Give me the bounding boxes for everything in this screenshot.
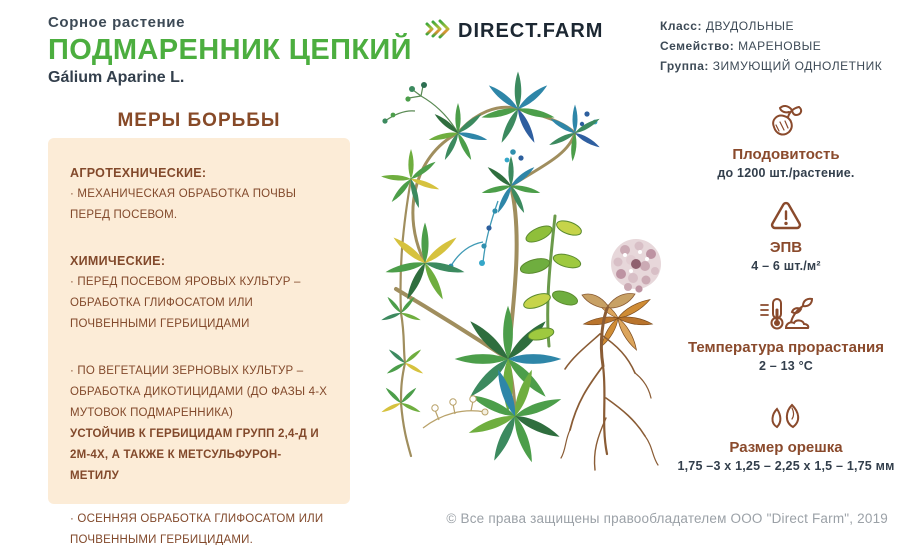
fact-title: Плодовитость [732, 146, 840, 163]
logo-text: DIRECT.FARM [458, 20, 604, 42]
header-block [48, 14, 412, 87]
page-eyebrow: Сорное растение [48, 14, 186, 31]
facts-column [660, 0, 910, 545]
fact-fertility [660, 103, 910, 180]
chem-item-3: · ОСЕННЯЯ ОБРАБОТКА ГЛИФОСАТОМ ИЛИ ПОЧВЕННЫМИ ГЕРБИЦИДАМИ. [70, 513, 324, 545]
spacer [70, 487, 328, 505]
fact-germination-temp [660, 296, 910, 373]
fact-title: ЭПВ [769, 239, 803, 256]
fact-value: 4 – 6 шт./м² [751, 259, 821, 273]
fact-value: до 1200 шт./растение. [717, 166, 855, 180]
fact-value: 1,75 –3 x 1,25 – 2,25 x 1,5 – 1,75 мм [677, 459, 895, 473]
seed-sprout-icon [767, 103, 805, 144]
fact-epv [660, 200, 910, 273]
warning-icon [768, 200, 804, 237]
chevrons-icon [424, 17, 450, 46]
fact-nutlet-size [660, 402, 910, 473]
page-title: ПОДМАРЕННИК ЦЕПКИЙ [48, 34, 412, 66]
spacer [70, 226, 328, 254]
taxonomy-family: Семейство: МАРЕНОВЫЕ [660, 39, 822, 53]
resistance-note: УСТОЙЧИВ К ГЕРБИЦИДАМ ГРУПП 2,4-Д И 2М-4Х, А ТАКЖЕ К МЕТСУЛЬФУРОН-МЕТИЛУ [70, 428, 319, 482]
chem-heading: ХИМИЧЕСКИЕ: [70, 254, 166, 268]
plant-illustration [363, 56, 697, 517]
nutlet-icon [766, 402, 806, 437]
copyright-text: © Все права защищены правообладателем ООО "Direct Farm", 2019 [446, 511, 888, 526]
agro-heading: АГРОТЕХНИЧЕСКИЕ: [70, 166, 207, 180]
direct-farm-logo [424, 17, 603, 46]
fact-value: 2 – 13 °C [758, 359, 814, 373]
taxonomy-group: Группа: ЗИМУЮЩИЙ ОДНОЛЕТНИК [660, 59, 883, 73]
spacer [70, 335, 328, 357]
fact-title: Температура прорастания [687, 339, 885, 356]
measures-panel [48, 138, 350, 545]
chem-item-2: · ПО ВЕГЕТАЦИИ ЗЕРНОВЫХ КУЛЬТУР – ОБРАБОТКА ДИКОТИЦИДАМИ (ДО ФАЗЫ 4-Х МУТОВОК ПОДМАРЕННИКА) [70, 365, 328, 419]
chem-item-1: · ПЕРЕД ПОСЕВОМ ЯРОВЫХ КУЛЬТУР – ОБРАБОТКА ГЛИФОСАТОМ ИЛИ ПОЧВЕННЫМИ ГЕРБИЦИДАМИ [70, 276, 301, 330]
measures-title: МЕРЫ БОРЬБЫ [117, 110, 281, 131]
fact-title: Размер орешка [729, 439, 843, 456]
thermometer-sprout-icon [758, 296, 814, 337]
agro-item: · МЕХАНИЧЕСКАЯ ОБРАБОТКА ПОЧВЫ ПЕРЕД ПОСЕВОМ. [70, 188, 297, 221]
taxonomy-class: Класс: ДВУДОЛЬНЫЕ [660, 19, 794, 33]
latin-name: Gálium Aparine L. [48, 69, 185, 86]
